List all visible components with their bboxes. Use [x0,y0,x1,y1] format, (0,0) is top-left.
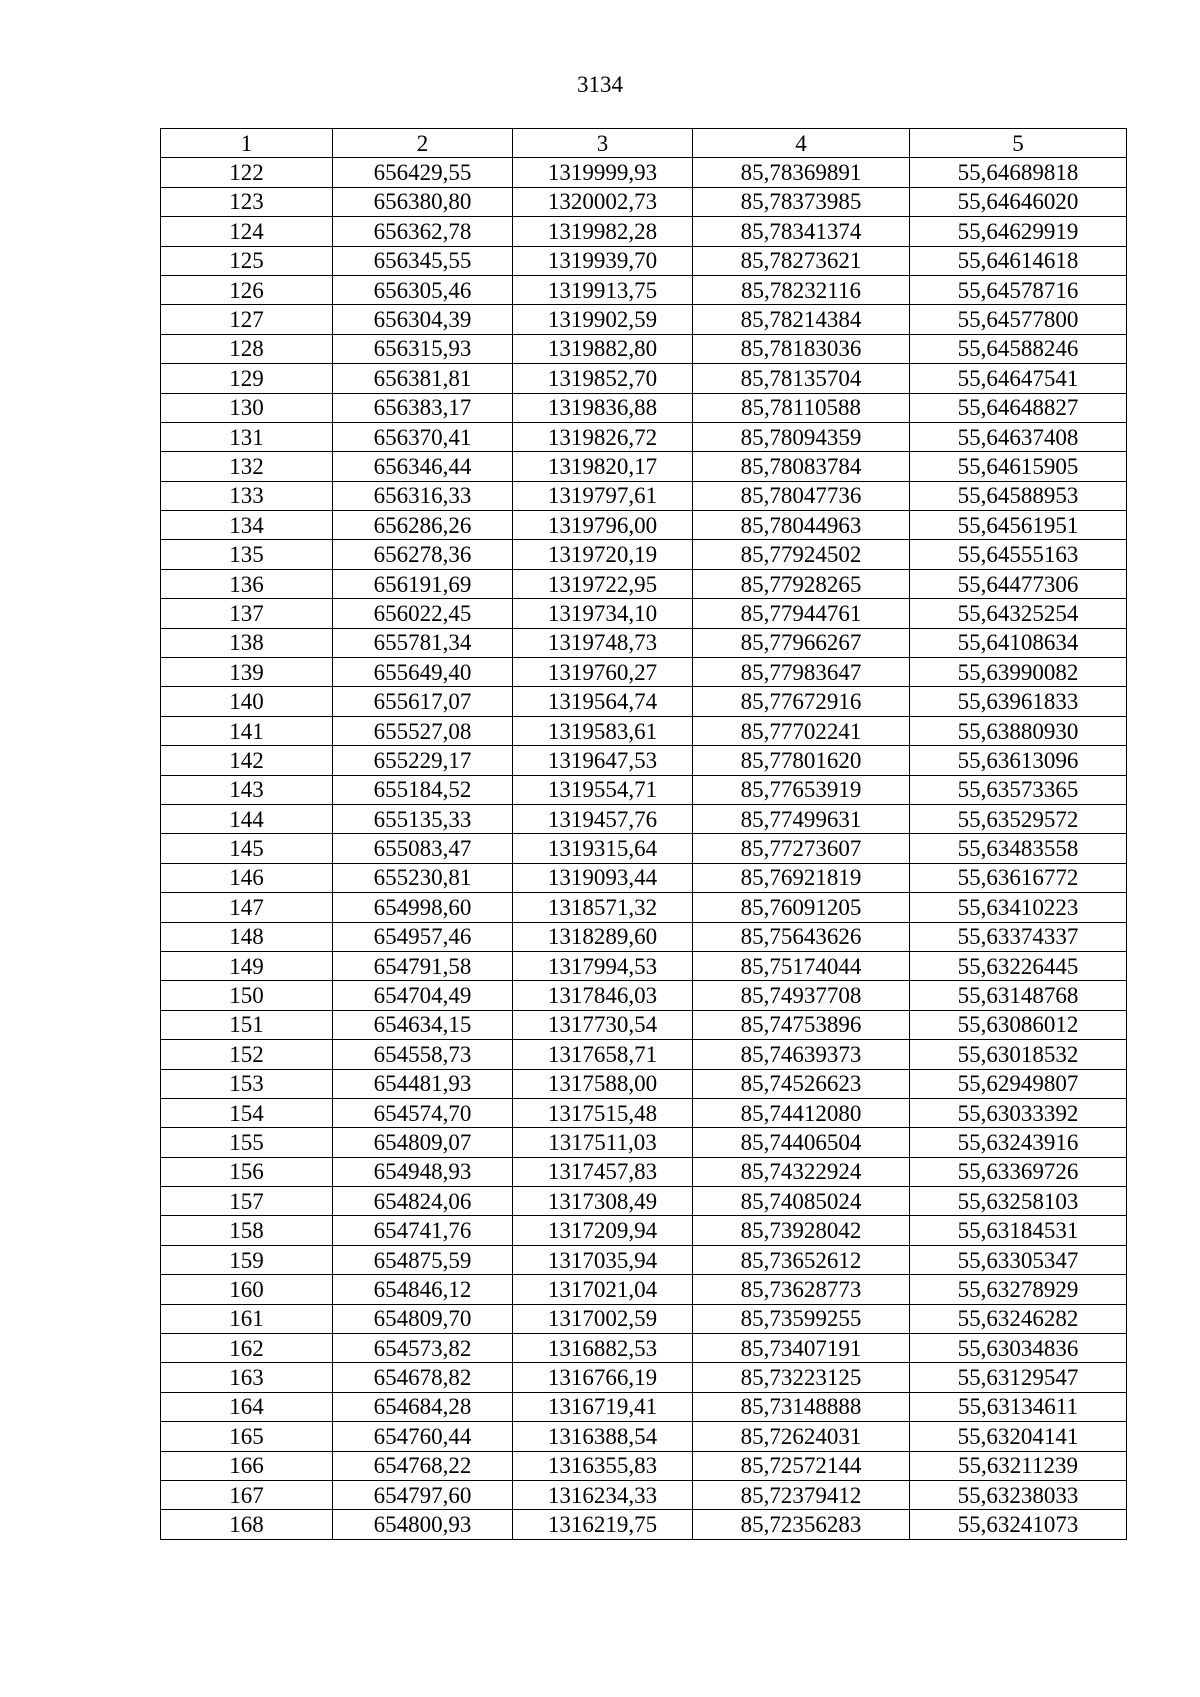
latitude-cell: 55,63211239 [910,1451,1127,1480]
latitude-cell: 55,64555163 [910,540,1127,569]
y-coordinate-cell: 1319982,28 [513,217,693,246]
latitude-cell: 55,63034836 [910,1334,1127,1363]
y-coordinate-cell: 1316234,33 [513,1480,693,1509]
point-number-cell: 147 [161,893,333,922]
page-number: 3134 [577,72,623,97]
table-row [161,1451,1127,1480]
table-row [161,716,1127,745]
latitude-cell: 55,64689818 [910,158,1127,187]
table-row [161,863,1127,892]
latitude-cell: 55,64588246 [910,334,1127,363]
y-coordinate-cell: 1316766,19 [513,1363,693,1392]
table-row [161,158,1127,187]
table-row [161,1245,1127,1274]
x-coordinate-cell: 654678,82 [333,1363,513,1392]
point-number-cell: 148 [161,922,333,951]
longitude-cell: 85,78044963 [693,511,910,540]
point-number-cell: 136 [161,569,333,598]
latitude-cell: 55,63184531 [910,1216,1127,1245]
x-coordinate-cell: 655781,34 [333,628,513,657]
y-coordinate-cell: 1320002,73 [513,187,693,216]
longitude-cell: 85,73148888 [693,1392,910,1421]
point-number-cell: 166 [161,1451,333,1480]
longitude-cell: 85,73928042 [693,1216,910,1245]
longitude-cell: 85,74937708 [693,981,910,1010]
x-coordinate-cell: 654760,44 [333,1422,513,1451]
longitude-cell: 85,77672916 [693,687,910,716]
point-number-cell: 168 [161,1510,333,1539]
longitude-cell: 85,77966267 [693,628,910,657]
longitude-cell: 85,78214384 [693,305,910,334]
table-row [161,1363,1127,1392]
latitude-cell: 55,64577800 [910,305,1127,334]
y-coordinate-cell: 1317457,83 [513,1157,693,1186]
x-coordinate-cell: 654824,06 [333,1187,513,1216]
point-number-cell: 167 [161,1480,333,1509]
point-number-cell: 141 [161,716,333,745]
y-coordinate-cell: 1319999,93 [513,158,693,187]
table-row [161,452,1127,481]
latitude-cell: 55,63241073 [910,1510,1127,1539]
x-coordinate-cell: 655527,08 [333,716,513,745]
table-row [161,569,1127,598]
latitude-cell: 55,63483558 [910,834,1127,863]
longitude-cell: 85,74526623 [693,1069,910,1098]
x-coordinate-cell: 656346,44 [333,452,513,481]
longitude-cell: 85,77983647 [693,658,910,687]
longitude-cell: 85,73628773 [693,1275,910,1304]
x-coordinate-cell: 655617,07 [333,687,513,716]
y-coordinate-cell: 1317511,03 [513,1128,693,1157]
x-coordinate-cell: 656381,81 [333,364,513,393]
table-row [161,481,1127,510]
point-number-cell: 139 [161,658,333,687]
y-coordinate-cell: 1319796,00 [513,511,693,540]
point-number-cell: 157 [161,1187,333,1216]
latitude-cell: 55,64615905 [910,452,1127,481]
x-coordinate-cell: 656316,33 [333,481,513,510]
latitude-cell: 55,63410223 [910,893,1127,922]
table-row [161,1334,1127,1363]
y-coordinate-cell: 1317994,53 [513,951,693,980]
point-number-cell: 145 [161,834,333,863]
x-coordinate-cell: 654558,73 [333,1040,513,1069]
table-row [161,599,1127,628]
latitude-cell: 55,63374337 [910,922,1127,951]
table-header-row [161,129,1127,158]
y-coordinate-cell: 1317658,71 [513,1040,693,1069]
y-coordinate-cell: 1317515,48 [513,1098,693,1127]
longitude-cell: 85,73599255 [693,1304,910,1333]
latitude-cell: 55,63529572 [910,804,1127,833]
x-coordinate-cell: 656304,39 [333,305,513,334]
x-coordinate-cell: 656305,46 [333,275,513,304]
table-row [161,1510,1127,1539]
y-coordinate-cell: 1317209,94 [513,1216,693,1245]
latitude-cell: 55,63148768 [910,981,1127,1010]
longitude-cell: 85,78369891 [693,158,910,187]
point-number-cell: 143 [161,775,333,804]
y-coordinate-cell: 1319836,88 [513,393,693,422]
y-coordinate-cell: 1319315,64 [513,834,693,863]
longitude-cell: 85,78232116 [693,275,910,304]
y-coordinate-cell: 1316882,53 [513,1334,693,1363]
x-coordinate-cell: 655649,40 [333,658,513,687]
table-row [161,1098,1127,1127]
latitude-cell: 55,64477306 [910,569,1127,598]
column-header-3: 3 [513,129,693,158]
longitude-cell: 85,78047736 [693,481,910,510]
y-coordinate-cell: 1319882,80 [513,334,693,363]
latitude-cell: 55,63238033 [910,1480,1127,1509]
longitude-cell: 85,78273621 [693,246,910,275]
latitude-cell: 55,63573365 [910,775,1127,804]
x-coordinate-cell: 655229,17 [333,746,513,775]
y-coordinate-cell: 1319826,72 [513,422,693,451]
latitude-cell: 55,63129547 [910,1363,1127,1392]
latitude-cell: 55,63278929 [910,1275,1127,1304]
longitude-cell: 85,78135704 [693,364,910,393]
longitude-cell: 85,77653919 [693,775,910,804]
latitude-cell: 55,63613096 [910,746,1127,775]
column-header-2: 2 [333,129,513,158]
table-row [161,187,1127,216]
point-number-cell: 150 [161,981,333,1010]
longitude-cell: 85,77499631 [693,804,910,833]
x-coordinate-cell: 656345,55 [333,246,513,275]
longitude-cell: 85,77801620 [693,746,910,775]
coordinates-table-body [161,129,1127,1540]
latitude-cell: 55,64648827 [910,393,1127,422]
y-coordinate-cell: 1319797,61 [513,481,693,510]
y-coordinate-cell: 1318571,32 [513,893,693,922]
coordinates-table [160,128,1127,1540]
x-coordinate-cell: 654791,58 [333,951,513,980]
table-row [161,804,1127,833]
latitude-cell: 55,63246282 [910,1304,1127,1333]
y-coordinate-cell: 1317846,03 [513,981,693,1010]
longitude-cell: 85,73407191 [693,1334,910,1363]
x-coordinate-cell: 656380,80 [333,187,513,216]
point-number-cell: 164 [161,1392,333,1421]
y-coordinate-cell: 1319720,19 [513,540,693,569]
y-coordinate-cell: 1319457,76 [513,804,693,833]
point-number-cell: 132 [161,452,333,481]
point-number-cell: 122 [161,158,333,187]
longitude-cell: 85,78110588 [693,393,910,422]
point-number-cell: 158 [161,1216,333,1245]
longitude-cell: 85,76921819 [693,863,910,892]
point-number-cell: 138 [161,628,333,657]
point-number-cell: 161 [161,1304,333,1333]
table-row [161,364,1127,393]
point-number-cell: 128 [161,334,333,363]
table-row [161,275,1127,304]
latitude-cell: 55,63961833 [910,687,1127,716]
point-number-cell: 155 [161,1128,333,1157]
y-coordinate-cell: 1319939,70 [513,246,693,275]
point-number-cell: 154 [161,1098,333,1127]
x-coordinate-cell: 656370,41 [333,422,513,451]
longitude-cell: 85,77702241 [693,716,910,745]
table-row [161,1392,1127,1421]
x-coordinate-cell: 656429,55 [333,158,513,187]
y-coordinate-cell: 1317021,04 [513,1275,693,1304]
y-coordinate-cell: 1319554,71 [513,775,693,804]
x-coordinate-cell: 656286,26 [333,511,513,540]
table-row [161,1304,1127,1333]
point-number-cell: 151 [161,1010,333,1039]
latitude-cell: 55,63086012 [910,1010,1127,1039]
point-number-cell: 153 [161,1069,333,1098]
x-coordinate-cell: 654634,15 [333,1010,513,1039]
table-row [161,1069,1127,1098]
longitude-cell: 85,74322924 [693,1157,910,1186]
latitude-cell: 55,64629919 [910,217,1127,246]
longitude-cell: 85,73223125 [693,1363,910,1392]
table-row [161,1480,1127,1509]
longitude-cell: 85,78083784 [693,452,910,481]
y-coordinate-cell: 1319583,61 [513,716,693,745]
latitude-cell: 55,64637408 [910,422,1127,451]
point-number-cell: 149 [161,951,333,980]
point-number-cell: 125 [161,246,333,275]
table-row [161,1422,1127,1451]
column-header-1: 1 [161,129,333,158]
table-row [161,1187,1127,1216]
table-row [161,1040,1127,1069]
latitude-cell: 55,63880930 [910,716,1127,745]
y-coordinate-cell: 1319093,44 [513,863,693,892]
longitude-cell: 85,72624031 [693,1422,910,1451]
y-coordinate-cell: 1316219,75 [513,1510,693,1539]
longitude-cell: 85,73652612 [693,1245,910,1274]
x-coordinate-cell: 654957,46 [333,922,513,951]
longitude-cell: 85,77924502 [693,540,910,569]
y-coordinate-cell: 1317035,94 [513,1245,693,1274]
y-coordinate-cell: 1316719,41 [513,1392,693,1421]
table-row [161,746,1127,775]
point-number-cell: 124 [161,217,333,246]
table-row [161,540,1127,569]
y-coordinate-cell: 1317308,49 [513,1187,693,1216]
table-row [161,246,1127,275]
latitude-cell: 55,64647541 [910,364,1127,393]
latitude-cell: 55,63018532 [910,1040,1127,1069]
longitude-cell: 85,72572144 [693,1451,910,1480]
y-coordinate-cell: 1319760,27 [513,658,693,687]
table-row [161,628,1127,657]
longitude-cell: 85,77944761 [693,599,910,628]
table-row [161,1128,1127,1157]
point-number-cell: 130 [161,393,333,422]
point-number-cell: 159 [161,1245,333,1274]
table-row [161,1157,1127,1186]
longitude-cell: 85,74639373 [693,1040,910,1069]
x-coordinate-cell: 654684,28 [333,1392,513,1421]
latitude-cell: 55,63204141 [910,1422,1127,1451]
latitude-cell: 55,64325254 [910,599,1127,628]
table-row [161,334,1127,363]
point-number-cell: 156 [161,1157,333,1186]
point-number-cell: 135 [161,540,333,569]
x-coordinate-cell: 654809,70 [333,1304,513,1333]
table-row [161,1010,1127,1039]
x-coordinate-cell: 654875,59 [333,1245,513,1274]
table-row [161,305,1127,334]
longitude-cell: 85,72356283 [693,1510,910,1539]
x-coordinate-cell: 655184,52 [333,775,513,804]
latitude-cell: 55,64578716 [910,275,1127,304]
x-coordinate-cell: 654574,70 [333,1098,513,1127]
latitude-cell: 55,63226445 [910,951,1127,980]
latitude-cell: 55,63243916 [910,1128,1127,1157]
x-coordinate-cell: 654948,93 [333,1157,513,1186]
longitude-cell: 85,78094359 [693,422,910,451]
x-coordinate-cell: 654846,12 [333,1275,513,1304]
longitude-cell: 85,77928265 [693,569,910,598]
x-coordinate-cell: 654573,82 [333,1334,513,1363]
table-row [161,658,1127,687]
table-row [161,1275,1127,1304]
latitude-cell: 55,64108634 [910,628,1127,657]
x-coordinate-cell: 656362,78 [333,217,513,246]
table-row [161,1216,1127,1245]
point-number-cell: 142 [161,746,333,775]
y-coordinate-cell: 1316388,54 [513,1422,693,1451]
table-row [161,217,1127,246]
y-coordinate-cell: 1319913,75 [513,275,693,304]
point-number-cell: 144 [161,804,333,833]
column-header-5: 5 [910,129,1127,158]
x-coordinate-cell: 656315,93 [333,334,513,363]
table-row [161,893,1127,922]
x-coordinate-cell: 654741,76 [333,1216,513,1245]
longitude-cell: 85,74406504 [693,1128,910,1157]
latitude-cell: 55,63033392 [910,1098,1127,1127]
x-coordinate-cell: 655135,33 [333,804,513,833]
longitude-cell: 85,75643626 [693,922,910,951]
latitude-cell: 55,63369726 [910,1157,1127,1186]
table-row [161,834,1127,863]
point-number-cell: 131 [161,422,333,451]
latitude-cell: 55,63616772 [910,863,1127,892]
longitude-cell: 85,78373985 [693,187,910,216]
longitude-cell: 85,77273607 [693,834,910,863]
x-coordinate-cell: 654800,93 [333,1510,513,1539]
x-coordinate-cell: 654809,07 [333,1128,513,1157]
point-number-cell: 134 [161,511,333,540]
latitude-cell: 55,64561951 [910,511,1127,540]
longitude-cell: 85,74412080 [693,1098,910,1127]
latitude-cell: 55,62949807 [910,1069,1127,1098]
x-coordinate-cell: 655083,47 [333,834,513,863]
point-number-cell: 160 [161,1275,333,1304]
table-row [161,951,1127,980]
longitude-cell: 85,76091205 [693,893,910,922]
latitude-cell: 55,64614618 [910,246,1127,275]
latitude-cell: 55,63134611 [910,1392,1127,1421]
y-coordinate-cell: 1319734,10 [513,599,693,628]
point-number-cell: 152 [161,1040,333,1069]
table-row [161,981,1127,1010]
x-coordinate-cell: 656191,69 [333,569,513,598]
y-coordinate-cell: 1318289,60 [513,922,693,951]
y-coordinate-cell: 1316355,83 [513,1451,693,1480]
table-row [161,922,1127,951]
y-coordinate-cell: 1319722,95 [513,569,693,598]
y-coordinate-cell: 1319748,73 [513,628,693,657]
point-number-cell: 165 [161,1422,333,1451]
y-coordinate-cell: 1319647,53 [513,746,693,775]
point-number-cell: 137 [161,599,333,628]
table-row [161,775,1127,804]
point-number-cell: 129 [161,364,333,393]
longitude-cell: 85,78183036 [693,334,910,363]
longitude-cell: 85,72379412 [693,1480,910,1509]
point-number-cell: 123 [161,187,333,216]
point-number-cell: 162 [161,1334,333,1363]
x-coordinate-cell: 654704,49 [333,981,513,1010]
y-coordinate-cell: 1319852,70 [513,364,693,393]
x-coordinate-cell: 654768,22 [333,1451,513,1480]
point-number-cell: 140 [161,687,333,716]
table-row [161,393,1127,422]
y-coordinate-cell: 1319820,17 [513,452,693,481]
column-header-4: 4 [693,129,910,158]
x-coordinate-cell: 655230,81 [333,863,513,892]
y-coordinate-cell: 1319902,59 [513,305,693,334]
y-coordinate-cell: 1317002,59 [513,1304,693,1333]
point-number-cell: 133 [161,481,333,510]
x-coordinate-cell: 656022,45 [333,599,513,628]
longitude-cell: 85,75174044 [693,951,910,980]
x-coordinate-cell: 654998,60 [333,893,513,922]
point-number-cell: 163 [161,1363,333,1392]
table-row [161,422,1127,451]
x-coordinate-cell: 654797,60 [333,1480,513,1509]
y-coordinate-cell: 1317730,54 [513,1010,693,1039]
x-coordinate-cell: 656383,17 [333,393,513,422]
longitude-cell: 85,74753896 [693,1010,910,1039]
longitude-cell: 85,78341374 [693,217,910,246]
x-coordinate-cell: 656278,36 [333,540,513,569]
y-coordinate-cell: 1319564,74 [513,687,693,716]
table-row [161,511,1127,540]
table-row [161,687,1127,716]
latitude-cell: 55,64588953 [910,481,1127,510]
latitude-cell: 55,63990082 [910,658,1127,687]
latitude-cell: 55,64646020 [910,187,1127,216]
longitude-cell: 85,74085024 [693,1187,910,1216]
latitude-cell: 55,63258103 [910,1187,1127,1216]
y-coordinate-cell: 1317588,00 [513,1069,693,1098]
x-coordinate-cell: 654481,93 [333,1069,513,1098]
point-number-cell: 126 [161,275,333,304]
latitude-cell: 55,63305347 [910,1245,1127,1274]
point-number-cell: 146 [161,863,333,892]
point-number-cell: 127 [161,305,333,334]
